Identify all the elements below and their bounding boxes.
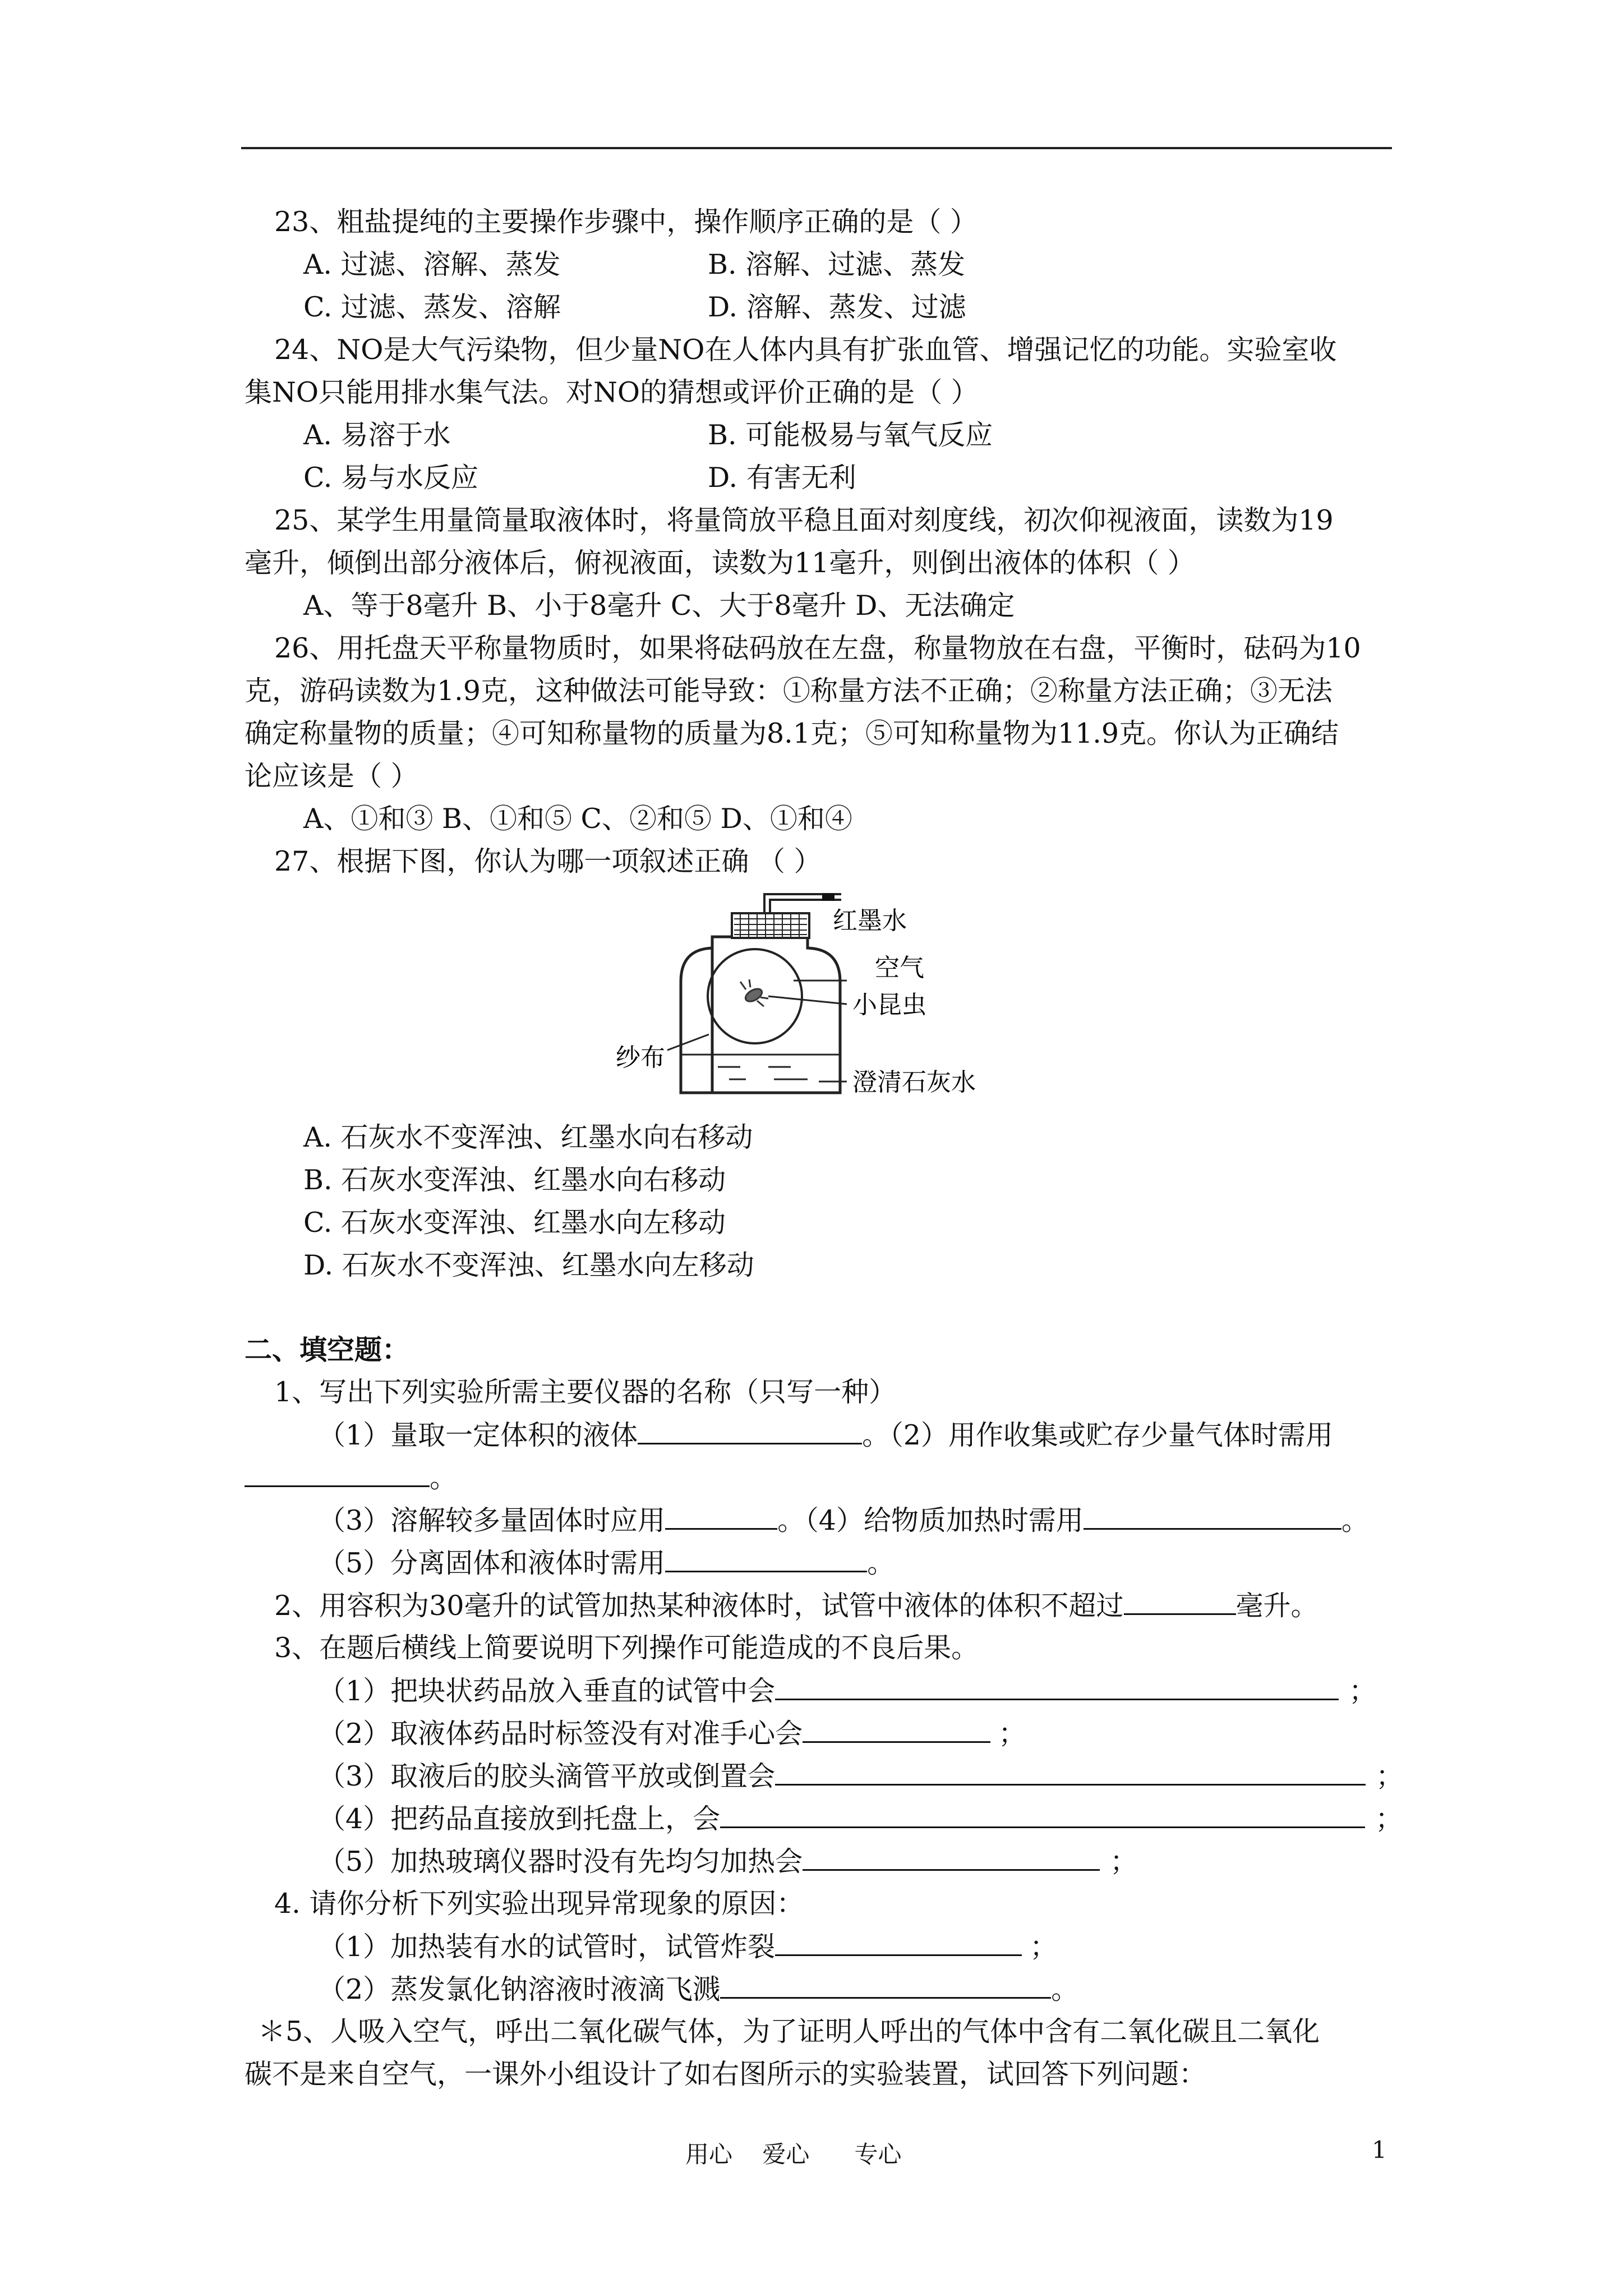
q26-stem-line1: 26、用托盘天平称量物质时，如果将砝码放在左盘，称量物放在右盘，平衡时，砝码为10 <box>274 632 1361 664</box>
q26-options: A、①和③ B、①和⑤ C、②和⑤ D、①和④ <box>303 803 852 835</box>
fill-q1-line4 <box>318 1546 895 1580</box>
q27-option-a: A. 石灰水不变浑浊、红墨水向右移动 <box>303 1121 753 1153</box>
fill-q4-item1 <box>318 1930 1057 1964</box>
fill-q1-line4-end: 。 <box>867 1547 895 1579</box>
q27-option-b: B. 石灰水变浑浊、红墨水向右移动 <box>303 1164 726 1196</box>
fill-q1-line2 <box>245 1461 457 1495</box>
q23-option-c: C. 过滤、蒸发、溶解 <box>303 291 561 323</box>
fill-q1-item2-text: 。（2）用作收集或贮存少量气体时需用 <box>862 1419 1333 1451</box>
q23-option-a: A. 过滤、溶解、蒸发 <box>303 249 561 280</box>
fill-q4-item2 <box>318 1972 1078 2007</box>
period: 。 <box>1051 1973 1079 2005</box>
fill-q1-item4-text: 。（4）给物质加热时需用 <box>777 1504 1083 1536</box>
answer-blank[interactable] <box>665 1503 777 1530</box>
fill-q5-line2: 碳不是来自空气，一课外小组设计了如右图所示的实验装置，试回答下列问题： <box>245 2058 1207 2090</box>
page-number: 1 <box>1372 2136 1387 2164</box>
fill-q3-item3 <box>318 1759 1403 1793</box>
answer-blank[interactable] <box>803 1717 990 1743</box>
q23-option-b: B. 溶解、过滤、蒸发 <box>708 249 966 280</box>
q26-stem-line2: 克，游码读数为1.9克，这种做法可能导致：①称量方法不正确；②称量方法正确；③无法 <box>245 675 1332 707</box>
q24-stem-line2: 集NO只能用排水集气法。对NO的猜想或评价正确的是（ ） <box>245 376 979 408</box>
answer-blank[interactable] <box>1124 1589 1236 1615</box>
q24-option-a: A. 易溶于水 <box>303 419 451 451</box>
bottle-outline <box>712 937 840 1093</box>
fill-q3-item4 <box>318 1802 1403 1836</box>
fill-q4-item2-text: （2）蒸发氯化钠溶液时液滴飞溅 <box>318 1973 721 2005</box>
fill-q1-item5-text: （5）分离固体和液体时需用 <box>318 1547 666 1579</box>
fill-q3-item5-text: （5）加热玻璃仪器时没有先均匀加热会 <box>318 1846 803 1878</box>
fill-q3-item1 <box>318 1674 1376 1708</box>
semicolon: ； <box>1375 1803 1403 1835</box>
label-air: 空气 <box>875 954 924 982</box>
q24-stem-line1: 24、NO是大气污染物，但少量NO在人体内具有扩张血管、增强记忆的功能。实验室收 <box>274 334 1337 366</box>
q25-stem-line1: 25、某学生用量筒量取液体时，将量筒放平稳且面对刻度线，初次仰视液面，读数为19 <box>274 504 1334 536</box>
fill-q1-line3 <box>318 1503 1369 1538</box>
answer-blank[interactable] <box>720 1802 1365 1828</box>
semicolon: ； <box>1349 1675 1377 1707</box>
section2-title: 二、填空题： <box>245 1333 410 1366</box>
label-red-ink: 红墨水 <box>833 907 907 935</box>
fill-q4-stem: 4. 请你分析下列实验出现异常现象的原因： <box>274 1888 804 1920</box>
answer-blank[interactable] <box>775 1759 1366 1786</box>
q24-option-c: C. 易与水反应 <box>303 462 478 494</box>
answer-blank[interactable] <box>665 1546 867 1572</box>
fill-q5-line1: ＊5、人吸入空气，呼出二氧化碳气体，为了证明人呼出的气体中含有二氧化碳且二氧化 <box>258 2016 1320 2047</box>
red-ink-drop <box>822 893 834 901</box>
q26-stem-line3: 确定称量物的质量；④可知称量物的质量为8.1克；⑤可知称量物为11.9克。你认为正确结 <box>245 717 1339 749</box>
q23-stem: 23、粗盐提纯的主要操作步骤中，操作顺序正确的是（ ） <box>274 206 978 238</box>
q24-option-b: B. 可能极易与氧气反应 <box>708 419 993 451</box>
semicolon: ； <box>1030 1931 1058 1963</box>
answer-blank[interactable] <box>638 1418 862 1444</box>
footer-motto: 用心 爱心 专心 <box>685 2141 902 2168</box>
q24-option-d: D. 有害无利 <box>708 462 856 494</box>
q27-apparatus-figure <box>606 886 1043 1111</box>
q26-stem-line4: 论应该是（ ） <box>245 760 418 792</box>
fill-q3-item5 <box>318 1844 1137 1879</box>
fill-q1-stem: 1、写出下列实验所需主要仪器的名称（只写一种） <box>274 1376 897 1408</box>
q27-stem: 27、根据下图，你认为哪一项叙述正确 （ ） <box>274 845 822 877</box>
fill-q3-item4-text: （4）把药品直接放到托盘上，会 <box>318 1803 721 1835</box>
semicolon: ； <box>998 1718 1026 1750</box>
answer-blank[interactable] <box>775 1930 1022 1956</box>
fill-q1-line1 <box>318 1418 1333 1452</box>
label-gauze: 纱布 <box>616 1043 665 1072</box>
label-limewater: 澄清石灰水 <box>852 1068 976 1097</box>
fill-q1-item1-text: （1）量取一定体积的液体 <box>318 1419 638 1451</box>
fill-q1-line2-end: 。 <box>430 1462 458 1494</box>
label-insect: 小昆虫 <box>852 991 926 1019</box>
fill-q3-item3-text: （3）取液后的胶头滴管平放或倒置会 <box>318 1760 776 1792</box>
q27-option-d: D. 石灰水不变浑浊、红墨水向左移动 <box>303 1249 754 1281</box>
fill-q3-item2 <box>318 1717 1026 1751</box>
q25-options: A、等于8毫升 B、小于8毫升 C、大于8毫升 D、无法确定 <box>303 590 1015 622</box>
answer-blank[interactable] <box>775 1674 1339 1700</box>
q27-option-c: C. 石灰水变浑浊、红墨水向左移动 <box>303 1207 726 1239</box>
fill-q1-line3-end: 。 <box>1341 1504 1369 1536</box>
q23-option-d: D. 溶解、蒸发、过滤 <box>708 291 966 323</box>
semicolon: ； <box>1110 1846 1138 1878</box>
fill-q2-text: 2、用容积为30毫升的试管加热某种液体时，试管中液体的体积不超过 <box>274 1590 1124 1622</box>
fill-q1-item3-text: （3）溶解较多量固体时应用 <box>318 1504 666 1536</box>
insect <box>740 979 768 1006</box>
header-rule <box>241 147 1392 149</box>
fill-q2-unit: 毫升。 <box>1235 1590 1318 1622</box>
answer-blank[interactable] <box>803 1844 1100 1871</box>
q25-stem-line2: 毫升，倾倒出部分液体后，俯视液面，读数为11毫升，则倒出液体的体积（ ） <box>245 547 1195 579</box>
fill-q4-item1-text: （1）加热装有水的试管时，试管炸裂 <box>318 1931 776 1963</box>
fill-q3-item2-text: （2）取液体药品时标签没有对准手心会 <box>318 1718 803 1750</box>
semicolon: ； <box>1376 1760 1404 1792</box>
fill-q2 <box>274 1589 1318 1623</box>
answer-blank[interactable] <box>720 1972 1051 1999</box>
answer-blank[interactable] <box>1083 1503 1341 1530</box>
fill-q3-stem: 3、在题后横线上简要说明下列操作可能造成的不良后果。 <box>274 1632 979 1664</box>
answer-blank[interactable] <box>245 1461 430 1487</box>
fill-q3-item1-text: （1）把块状药品放入垂直的试管中会 <box>318 1675 776 1707</box>
